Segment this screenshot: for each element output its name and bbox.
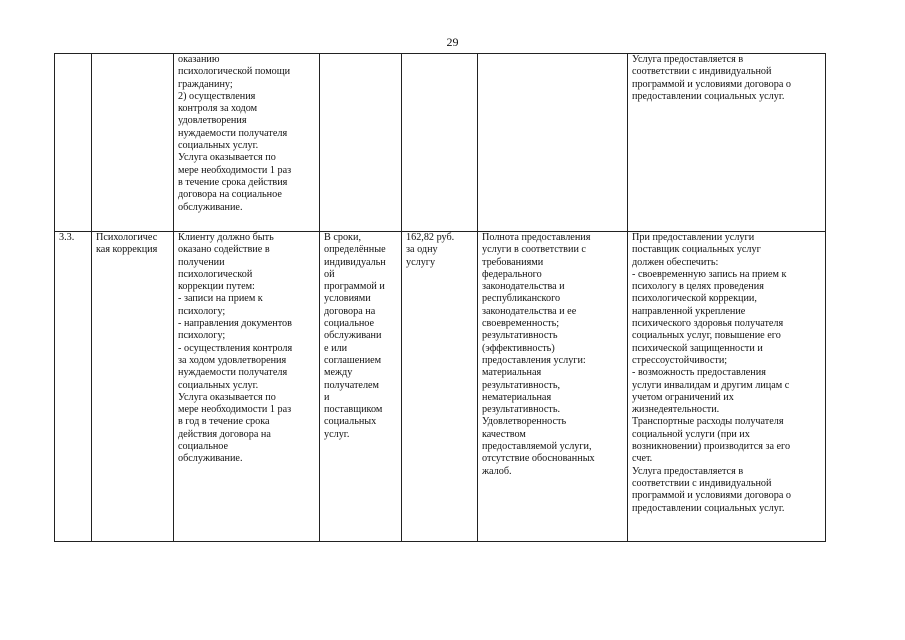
quality-indicators-cell bbox=[478, 54, 628, 232]
service-conditions-cell: Услуга предоставляется в соответствии с индивидуальной программой и условиями договора о предоставлении социальных услуг. bbox=[628, 54, 826, 232]
service-conditions-cell: При предоставлении услуги поставщик социальных услуг должен обеспечить: - своевременную запись на прием к психологу в целях проведения психологической коррекции, направленной укрепление психического здоровья получателя социальных услуг, повышение его психической защищенности и стрессоустойчивости; - возможность предоставления услуги инвалидам и другим лицам с учетом ограничений их жизнедеятельности. Транспортные расходы получателя социальной услуги (при их возникновении) производится за его счет. Услуга предоставляется в соответствии с индивидуальной программой и условиями договора о предоставлении социальных услуг. bbox=[628, 232, 826, 542]
service-price-cell: 162,82 руб. за одну услугу bbox=[402, 232, 478, 542]
services-table bbox=[54, 53, 826, 542]
service-terms-cell: В сроки, определённые индивидуальн ой программой и условиями договора на социальное обслуживани е или соглашением между получателем и поставщиком социальных услуг. bbox=[320, 232, 402, 542]
service-name-cell: Психологичес кая коррекция bbox=[92, 232, 174, 542]
table-row bbox=[55, 54, 826, 232]
service-content-cell: Клиенту должно быть оказано содействие в получении психологической коррекции путем: - записи на прием к психологу; - направления документов психологу; - осуществления контроля за ходом удовлетворения нуждаемости получателя социальных услуг. Услуга оказывается по мере необходимости 1 раз в год в течение срока действия договора на социальное обслуживание. bbox=[174, 232, 320, 542]
quality-indicators-cell: Полнота предоставления услуги в соответствии с требованиями федерального законодательства и республиканского законодательства и ее своевременность; результативность (эффективность) предоставления услуги: материальная результативность, нематериальная результативность. Удовлетворенность качеством предоставляемой услуги, отсутствие обоснованных жалоб. bbox=[478, 232, 628, 542]
row-number-cell bbox=[55, 54, 92, 232]
service-terms-cell bbox=[320, 54, 402, 232]
table-row bbox=[55, 232, 826, 542]
service-price-cell bbox=[402, 54, 478, 232]
service-name-cell bbox=[92, 54, 174, 232]
service-content-cell: оказанию психологической помощи гражданину; 2) осуществления контроля за ходом удовлетворения нуждаемости получателя социальных услуг. Услуга оказывается по мере необходимости 1 раз в течение срока действия договора на социальное обслуживание. bbox=[174, 54, 320, 232]
row-number-cell: 3.3. bbox=[55, 232, 92, 542]
page-number: 29 bbox=[446, 35, 459, 49]
